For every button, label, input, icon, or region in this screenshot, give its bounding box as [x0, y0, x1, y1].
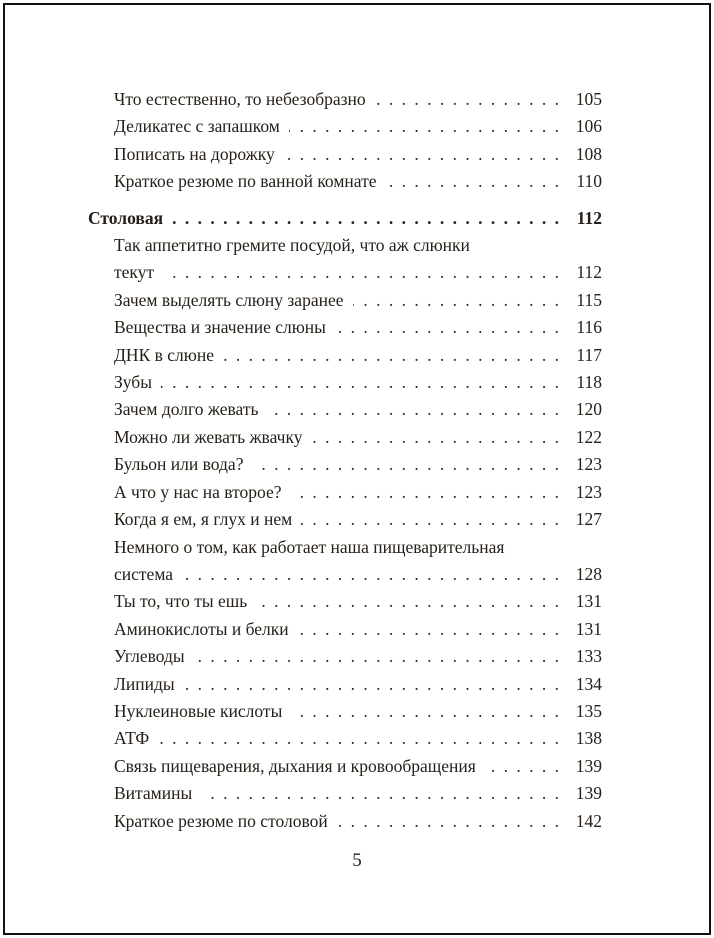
toc-entry-page: 138 — [575, 728, 602, 749]
toc-entry — [88, 561, 602, 588]
toc-entry-title: Столовая — [88, 207, 164, 228]
toc-entry-page: 134 — [575, 673, 602, 694]
toc-entry-title: Зачем выделять слюну заранее — [114, 289, 344, 310]
toc-entry-title: Вещества и значение слюны — [114, 317, 326, 338]
toc-entry-page: 118 — [576, 372, 602, 393]
toc-entry-title: ДНК в слюне — [114, 344, 214, 365]
toc-entry-title: Можно ли жевать жвачку — [114, 426, 303, 447]
toc-entry — [88, 314, 602, 341]
toc-entry-title: А что у нас на второе? — [114, 481, 282, 502]
dot-leader — [291, 698, 561, 725]
dot-leader — [201, 780, 561, 807]
toc-entry — [88, 86, 602, 113]
toc-entry — [88, 753, 602, 780]
toc-entry-title: текут — [114, 262, 155, 283]
toc-entry — [88, 342, 602, 369]
dot-leader — [256, 588, 561, 615]
toc-entry-page: 112 — [576, 207, 602, 228]
dot-leader — [184, 671, 561, 698]
toc-entry-page: 127 — [575, 509, 602, 530]
toc-entry-title: Связь пищеварения, дыхания и кровообращения — [114, 755, 476, 776]
toc-entry-title: Зубы — [114, 372, 152, 393]
dot-leader — [284, 141, 561, 168]
toc-entry-page: 120 — [575, 399, 602, 420]
dot-leader — [301, 506, 561, 533]
dot-leader — [375, 86, 561, 113]
toc-entry-title: Пописать на дорожку — [114, 143, 275, 164]
toc-entry-title: АТФ — [114, 728, 150, 749]
toc-entry-title: Углеводы — [114, 646, 185, 667]
toc-entry — [88, 451, 602, 478]
toc-entry-page: 122 — [575, 426, 602, 447]
toc-entry — [88, 113, 602, 140]
toc-entry — [88, 424, 602, 451]
toc-entry — [88, 616, 602, 643]
dot-leader — [252, 451, 561, 478]
toc-entry-title: Краткое резюме по ванной комнате — [114, 171, 377, 192]
dot-leader — [182, 561, 561, 588]
toc-entry-title: Немного о том, как работает наша пищеварительная — [114, 536, 505, 557]
toc-entry-title: Так аппетитно гремите посудой, что аж слюнки — [114, 235, 470, 256]
dot-leader — [337, 808, 561, 835]
toc-entry-title: Деликатес с запашком — [114, 116, 280, 137]
dot-leader — [172, 205, 561, 232]
dot-leader — [194, 643, 561, 670]
toc-entry-page: 128 — [575, 563, 602, 584]
toc-entry — [88, 141, 602, 168]
toc-entry — [88, 396, 602, 423]
dot-leader — [311, 424, 561, 451]
toc-entry-page: 112 — [576, 262, 602, 283]
toc-entry-title: система — [114, 563, 174, 584]
toc-entry-title: Краткое резюме по столовой — [114, 810, 328, 831]
dot-leader — [291, 479, 561, 506]
toc-entry-page: 131 — [575, 591, 602, 612]
dot-leader — [161, 369, 561, 396]
toc-entry-page: 105 — [575, 89, 602, 109]
toc-entry-page: 139 — [575, 755, 602, 776]
toc-section-heading — [88, 205, 602, 232]
toc-entry-title: Когда я ем, я глух и нем — [114, 509, 293, 530]
toc-entry-title: Ты то, что ты ешь — [114, 591, 248, 612]
toc-entry-page: 142 — [575, 810, 602, 831]
toc-entry — [88, 725, 602, 752]
toc-entry — [88, 287, 602, 314]
dot-leader — [267, 396, 561, 423]
toc-entry — [88, 780, 602, 807]
toc-entry — [88, 232, 602, 259]
toc-entry-page: 123 — [575, 481, 602, 502]
toc-entry-page: 116 — [576, 317, 602, 338]
toc-entry — [88, 479, 602, 506]
toc-entry-title: Бульон или вода? — [114, 454, 244, 475]
toc-entry — [88, 168, 602, 195]
dot-leader — [289, 113, 561, 140]
toc-entry-page: 131 — [575, 618, 602, 639]
toc-entry — [88, 506, 602, 533]
toc-entry — [88, 369, 602, 396]
toc-entry — [88, 671, 602, 698]
toc-entry — [88, 698, 602, 725]
dot-leader — [223, 342, 561, 369]
toc-entry — [88, 588, 602, 615]
toc-entry-page: 135 — [575, 700, 602, 721]
toc-entry-title: Аминокислоты и белки — [114, 618, 289, 639]
dot-leader — [335, 314, 561, 341]
dot-leader — [386, 168, 561, 195]
toc-list — [88, 86, 602, 835]
toc-entry-title: Что естественно, то небезобразно — [114, 89, 366, 109]
dot-leader — [298, 616, 561, 643]
toc-entry-page: 117 — [576, 344, 602, 365]
toc-entry — [88, 259, 602, 286]
dot-leader — [158, 725, 561, 752]
toc-entry — [88, 643, 602, 670]
folio-page-number: 5 — [352, 850, 362, 871]
toc-entry-title: Нуклеиновые кислоты — [114, 700, 283, 721]
toc-entry-page: 123 — [575, 454, 602, 475]
toc-entry-page: 108 — [575, 143, 602, 164]
toc-entry-title: Витамины — [114, 783, 193, 804]
toc-entry-page: 110 — [576, 171, 602, 192]
toc-entry — [88, 534, 602, 561]
toc-entry-page: 115 — [576, 289, 602, 310]
dot-leader — [485, 753, 561, 780]
toc-entry-title: Липиды — [114, 673, 175, 694]
toc-entry-title: Зачем долго жевать — [114, 399, 259, 420]
toc-entry-page: 139 — [575, 783, 602, 804]
toc-entry — [88, 808, 602, 835]
toc-entry-page: 106 — [575, 116, 602, 137]
dot-leader — [163, 259, 561, 286]
dot-leader — [353, 287, 562, 314]
toc-entry-page: 133 — [575, 646, 602, 667]
